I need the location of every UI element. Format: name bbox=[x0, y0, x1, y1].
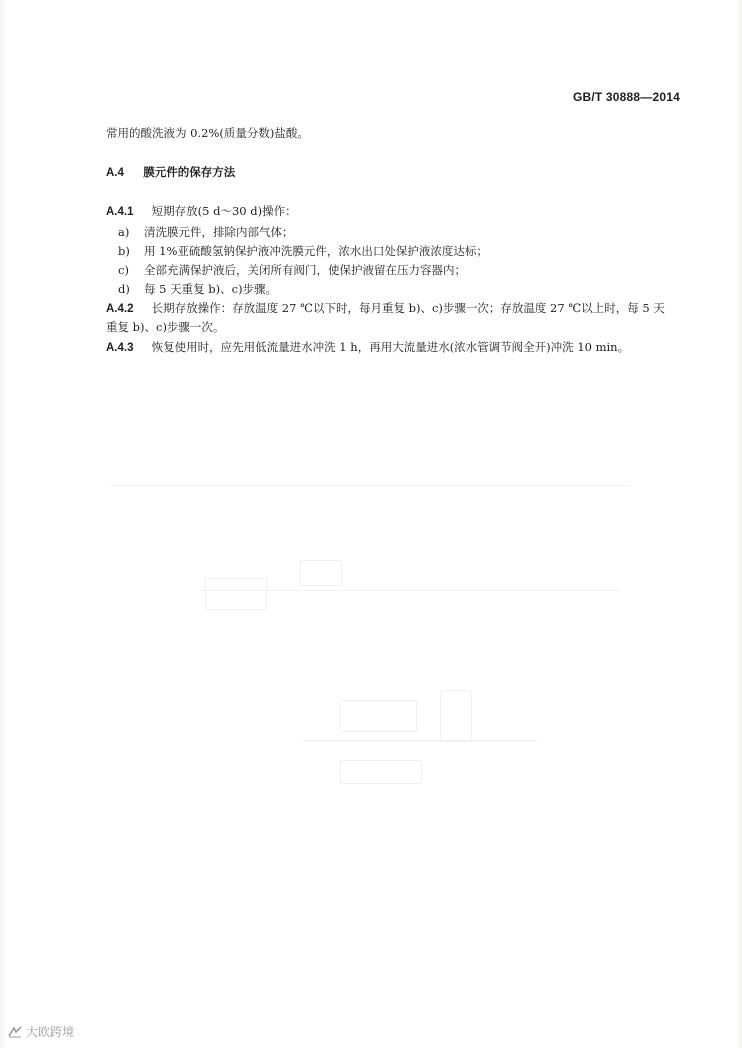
bleed-through-box bbox=[440, 690, 472, 742]
bleed-through-box bbox=[340, 760, 422, 784]
section-title: 膜元件的保存方法 bbox=[143, 167, 236, 179]
watermark bbox=[8, 1023, 74, 1040]
intro-paragraph: 常用的酸洗液为 0.2%(质量分数)盐酸。 bbox=[106, 126, 309, 140]
clause-text: 恢复使用时，应先用低流量进水冲洗 1 h，再用大流量进水(浓水管调节阀全开)冲洗 10 min。 bbox=[151, 340, 630, 354]
list-item bbox=[118, 224, 294, 240]
list-marker: c) bbox=[118, 263, 129, 277]
clause-text: 短期存放(5 d～30 d)操作： bbox=[151, 204, 297, 218]
list-text: 每 5 天重复 b)、c)步骤。 bbox=[144, 282, 278, 296]
list-item bbox=[118, 243, 488, 259]
clause-number: A.4.1 bbox=[106, 206, 134, 218]
section-heading-a4 bbox=[106, 165, 235, 181]
list-marker: d) bbox=[118, 282, 130, 296]
list-text: 清洗膜元件，排除内部气体； bbox=[144, 225, 294, 239]
list-item bbox=[118, 281, 277, 297]
clause-a42 bbox=[106, 300, 665, 317]
clause-a42-continuation: 重复 b)、c)步骤一次。 bbox=[106, 320, 225, 334]
bleed-through-box bbox=[300, 560, 342, 586]
logo-icon bbox=[8, 1026, 22, 1038]
clause-number: A.4.3 bbox=[106, 342, 134, 354]
clause-text: 长期存放操作：存放温度 27 ℃以下时，每月重复 b)、c)步骤一次；存放温度 27 ℃以上时，每 5 天 bbox=[151, 301, 665, 315]
standard-number: GB/T 30888—2014 bbox=[572, 90, 680, 104]
bleed-through-line bbox=[300, 740, 540, 741]
watermark-text: 大欧跨境 bbox=[26, 1025, 75, 1039]
clause-a41 bbox=[106, 203, 297, 220]
section-number: A.4 bbox=[106, 167, 124, 179]
list-marker: b) bbox=[118, 244, 130, 258]
bleed-through-line bbox=[110, 485, 630, 486]
list-marker: a) bbox=[118, 225, 130, 239]
clause-number: A.4.2 bbox=[106, 303, 134, 315]
clause-a43 bbox=[106, 339, 629, 356]
bleed-through-line bbox=[200, 590, 620, 591]
list-text: 用 1%亚硫酸氢钠保护液冲洗膜元件，浓水出口处保护液浓度达标； bbox=[144, 244, 488, 258]
list-text: 全部充满保护液后，关闭所有阀门，使保护液留在压力容器内； bbox=[144, 263, 466, 277]
bleed-through-box bbox=[340, 700, 417, 732]
list-item bbox=[118, 262, 466, 278]
bleed-through-box bbox=[205, 578, 267, 610]
